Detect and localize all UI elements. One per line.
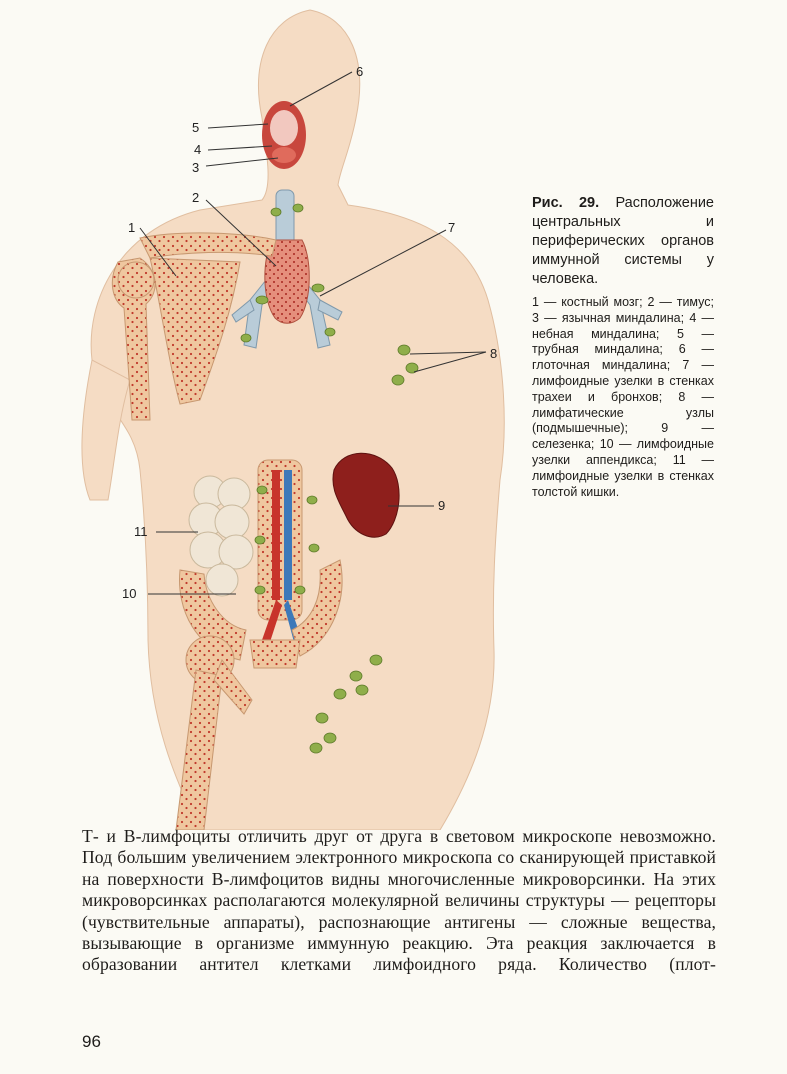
figure-label-7: 7 xyxy=(448,220,456,235)
figure-label-5: 5 xyxy=(192,120,200,135)
caption-legend: 1 — костный мозг; 2 — тимус; 3 — язычная миндалина; 4 — небная миндалина; 5 — трубная миндалина; 6 — глоточная миндалина; 7 — лимфоидные узелки в стенках трахеи и бронхов; 8 — лимфатические узлы (подмышечные); 9 — селезенка; 10 — лимфоидные узелки аппендикса; 11 — лимфоидные узелки в стенках толстой кишки. xyxy=(532,295,714,499)
figure-label-6: 6 xyxy=(356,64,364,79)
figure-label-1: 1 xyxy=(128,220,136,235)
figure-label-10: 10 xyxy=(122,586,137,601)
figure-label-3: 3 xyxy=(192,160,200,175)
body-paragraph: Т- и В-лимфоциты отличить друг от друга в световом микроскопе невозможно. Под большим увеличением электронного микроскопа со сканирующей приставкой на поверхности В-лимфоцитов видны многочисленные микроворсинки. На этих микроворсинках располагаются молекулярной величины структуры — рецепторы (чувствительные аппараты), распознающие антигены — сложные вещества, вызывающие в организме иммунную реакцию. Эта реакция заключается в образовании антител клетками лимфоидного ряда. Количество (плот- xyxy=(82,826,716,975)
figure-label-9: 9 xyxy=(438,498,446,513)
caption-title-text: Расположение центральных и периферических органов иммунной системы у человека. xyxy=(532,195,714,287)
caption-number: Рис. 29. xyxy=(532,195,600,211)
figure-label-11: 11 xyxy=(134,524,148,539)
figure-label-2: 2 xyxy=(192,190,200,205)
figure-label-8: 8 xyxy=(490,346,498,361)
figure-caption xyxy=(532,194,714,500)
page-number: 96 xyxy=(82,1032,101,1051)
figure-label-4: 4 xyxy=(194,142,202,157)
caption-title xyxy=(532,194,714,289)
